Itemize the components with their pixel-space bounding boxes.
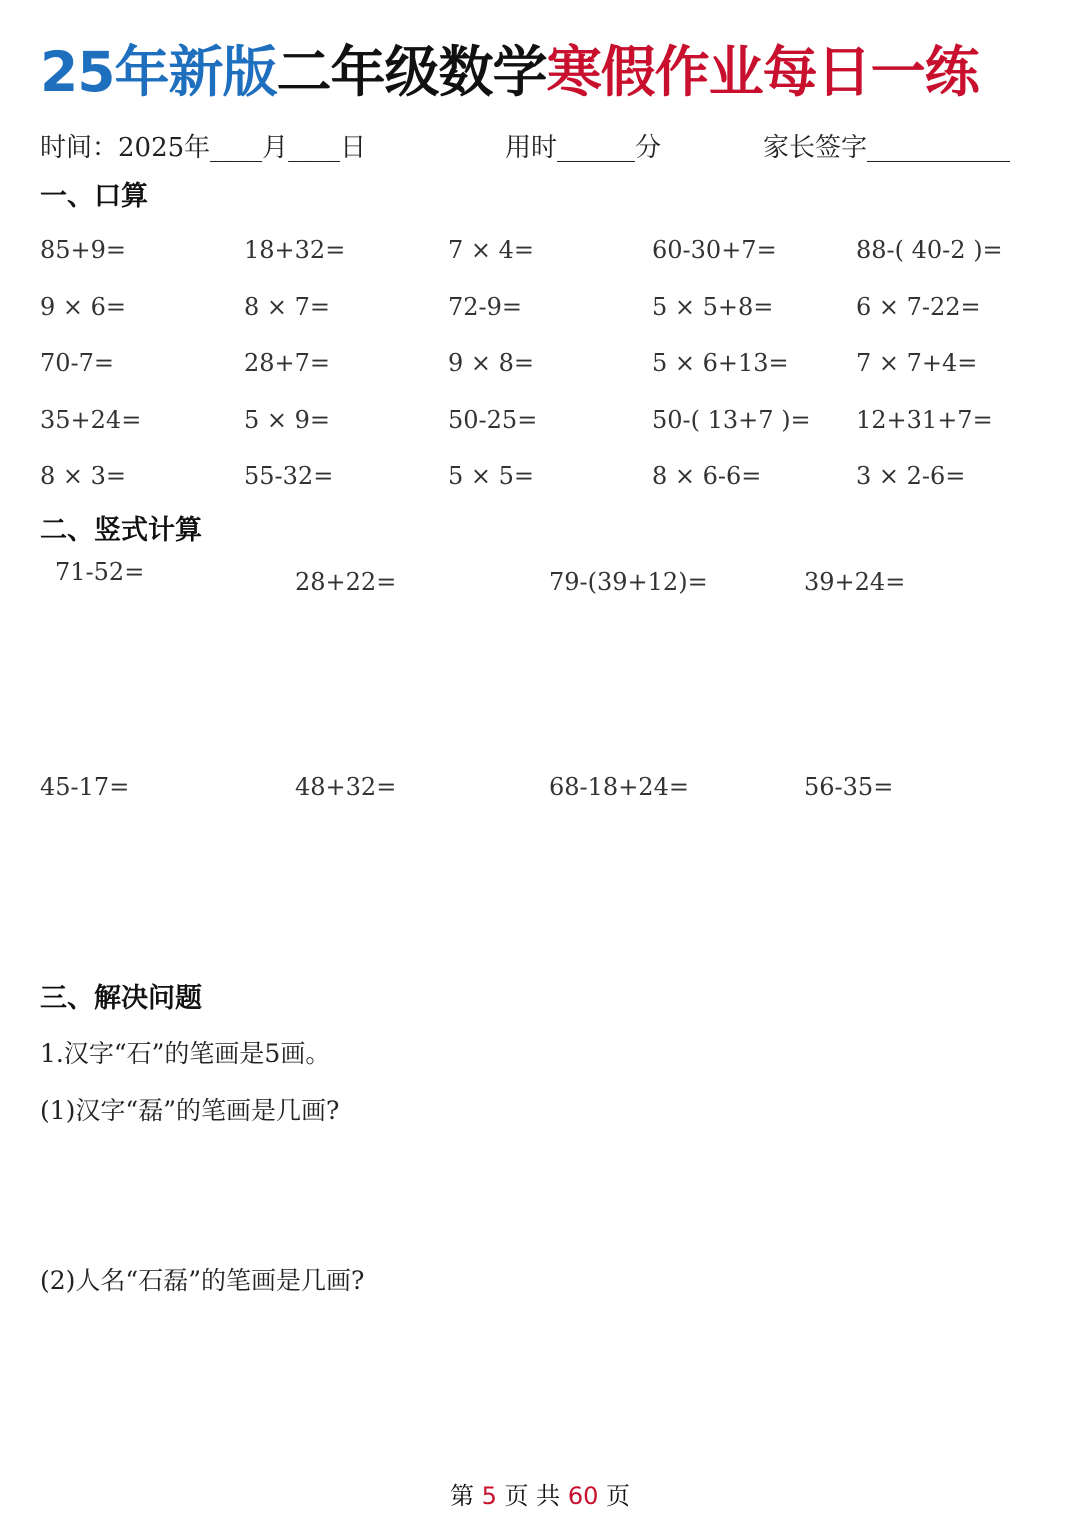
title-part-1: 25年新版	[40, 40, 277, 104]
vertical-calc-item: 28+22=	[295, 568, 397, 596]
oral-item: 88-( 40-2 )=	[856, 236, 1003, 265]
current-page-number: 5	[481, 1482, 497, 1510]
problem-question: (1)汉字“磊”的笔画是几画?	[40, 1096, 340, 1125]
oral-item: 50-( 13+7 )=	[652, 405, 811, 434]
oral-item: 5 × 6+13=	[652, 349, 789, 378]
oral-item: 5 × 5+8=	[652, 292, 774, 321]
title-part-2: 二年级数学	[276, 40, 547, 104]
oral-item: 12+31+7=	[856, 405, 993, 434]
oral-item: 9 × 6=	[40, 292, 127, 321]
footer-suffix: 页	[606, 1482, 631, 1510]
vertical-calc-item: 56-35=	[804, 773, 894, 801]
oral-item: 28+7=	[244, 349, 331, 378]
problem-question: (2)人名“石磊”的笔画是几画?	[40, 1266, 365, 1295]
oral-arithmetic-grid	[40, 222, 1060, 505]
footer-middle: 页 共	[504, 1482, 561, 1510]
oral-item: 9 × 8=	[448, 349, 535, 378]
oral-item: 8 × 7=	[244, 292, 331, 321]
oral-row	[40, 279, 1060, 336]
title-part-3: 寒假作业每日一练	[546, 40, 979, 104]
problem-statement: 1.汉字“石”的笔画是5画。	[40, 1039, 331, 1068]
oral-item: 18+32=	[244, 236, 346, 265]
oral-item: 60-30+7=	[652, 236, 777, 265]
oral-item: 5 × 5=	[448, 462, 535, 491]
oral-item: 72-9=	[448, 292, 523, 321]
oral-item: 3 × 2-6=	[856, 462, 966, 491]
vertical-calc-item: 79-(39+12)=	[549, 568, 708, 596]
section-problems-title: 三、解决问题	[40, 983, 202, 1014]
oral-item: 8 × 6-6=	[652, 462, 762, 491]
page-footer	[0, 1476, 1080, 1511]
time-used-field: 用时______分	[505, 133, 662, 163]
page-title	[40, 30, 1050, 114]
oral-item: 70-7=	[40, 349, 115, 378]
oral-item: 85+9=	[40, 236, 127, 265]
oral-row	[40, 448, 1060, 505]
oral-item: 50-25=	[448, 405, 538, 434]
section-oral-title: 一、口算	[40, 181, 148, 212]
vertical-calc-item: 71-52=	[55, 558, 145, 586]
parent-signature-field: 家长签字___________	[763, 133, 1011, 163]
date-field: 时间：2025年____月____日	[40, 133, 367, 163]
section-vertical-title: 二、竖式计算	[40, 515, 202, 546]
oral-item: 6 × 7-22=	[856, 292, 981, 321]
oral-item: 8 × 3=	[40, 462, 127, 491]
vertical-calc-item: 39+24=	[804, 568, 906, 596]
footer-prefix: 第	[449, 1482, 474, 1510]
oral-item: 5 × 9=	[244, 405, 331, 434]
oral-row	[40, 335, 1060, 392]
oral-row	[40, 392, 1060, 449]
oral-item: 35+24=	[40, 405, 142, 434]
oral-item: 7 × 7+4=	[856, 349, 978, 378]
oral-item: 7 × 4=	[448, 236, 535, 265]
oral-item: 55-32=	[244, 462, 334, 491]
vertical-calc-item: 68-18+24=	[549, 773, 689, 801]
vertical-calc-item: 45-17=	[40, 773, 130, 801]
oral-row	[40, 222, 1060, 279]
vertical-calc-item: 48+32=	[295, 773, 397, 801]
total-page-count: 60	[567, 1482, 599, 1510]
